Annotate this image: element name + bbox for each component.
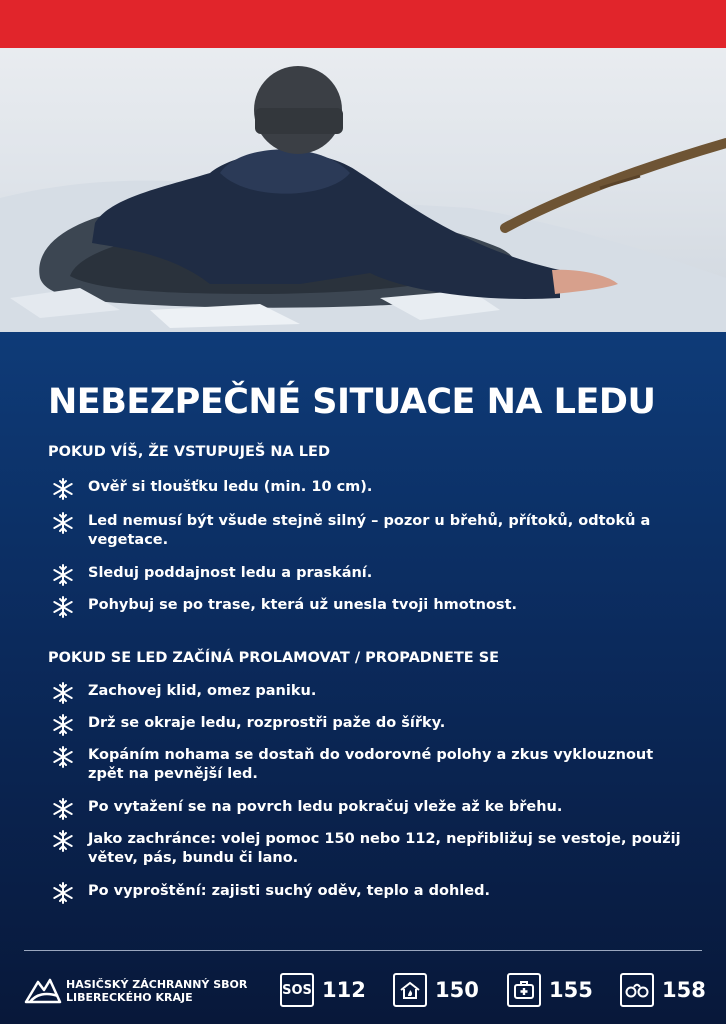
snowflake-icon [52,746,74,768]
list-item-text: Drž se okraje ledu, rozprostři paže do šířky. [88,715,446,731]
emergency-number-150[interactable] [393,972,479,1008]
snowflake-icon [52,830,74,852]
list-item [52,478,682,500]
footer [0,962,726,1018]
handcuffs-icon [620,973,654,1007]
list-item [52,830,682,868]
snowflake-icon [52,682,74,704]
emergency-number-value: 158 [662,978,706,1002]
hzs-logo-icon [24,976,62,1006]
fire-station-icon [393,973,427,1007]
sos-icon [280,973,314,1007]
organization-line-2: LIBERECKÉHO KRAJE [66,991,193,1004]
list-item-text: Po vyproštění: zajisti suchý oděv, teplo a dohled. [88,883,490,899]
list-item [52,596,682,618]
emergency-number-value: 150 [435,978,479,1002]
snowflake-icon [52,882,74,904]
organization-line-1: HASIČSKÝ ZÁCHRANNÝ SBOR [66,978,248,991]
snowflake-icon [52,798,74,820]
list-item-text: Kopáním nohama se dostaň do vodorovné polohy a zkus vyklouznout zpět na pevnější led. [88,747,654,782]
list-item [52,512,682,550]
snowflake-icon [52,564,74,586]
emergency-number-value: 155 [549,978,593,1002]
list-item-text: Zachovej klid, omez paniku. [88,683,317,699]
list-item [52,798,682,820]
list-item-text: Pohybuj se po trase, která už unesla tvoji hmotnost. [88,597,518,613]
list-item-text: Sleduj poddajnost ledu a praskání. [88,565,373,581]
emergency-number-158[interactable] [620,972,706,1008]
list-item-text: Led nemusí být všude stejně silný – pozor u břehů, přítoků, odtoků a vegetace. [88,513,651,548]
list-item-text: Ověř si tloušťku ledu (min. 10 cm). [88,479,373,495]
ice-rescue-illustration [0,48,726,332]
list-item-text: Po vytažení se na povrch ledu pokračuj vleže až ke břehu. [88,799,563,815]
emergency-number-112[interactable] [280,972,366,1008]
list-item [52,564,682,586]
top-red-bar [0,0,726,48]
footer-divider [24,950,702,951]
section-heading-before-ice: POKUD VÍŠ, ŽE VSTUPUJEŠ NA LED [48,444,330,460]
emergency-number-value: 112 [322,978,366,1002]
list-item [52,682,682,704]
section-heading-ice-breaking: POKUD SE LED ZAČÍNÁ PROLAMOVAT / PROPADNETE SE [48,650,500,666]
first-aid-icon [507,973,541,1007]
snowflake-icon [52,714,74,736]
hero-photo [0,48,726,332]
info-panel [0,332,726,1024]
snowflake-icon [52,512,74,534]
organization-name [66,978,247,1004]
snowflake-icon [52,478,74,500]
sos-label: SOS [282,982,312,998]
list-item-text: Jako zachránce: volej pomoc 150 nebo 112, nepřibližuj se vestoje, použij větev, pás, bundu či lano. [88,831,681,866]
snowflake-icon [52,596,74,618]
emergency-number-155[interactable] [507,972,593,1008]
list-item [52,882,682,904]
list-item [52,714,682,736]
page-title: NEBEZPEČNÉ SITUACE NA LEDU [48,382,656,422]
list-item [52,746,682,784]
